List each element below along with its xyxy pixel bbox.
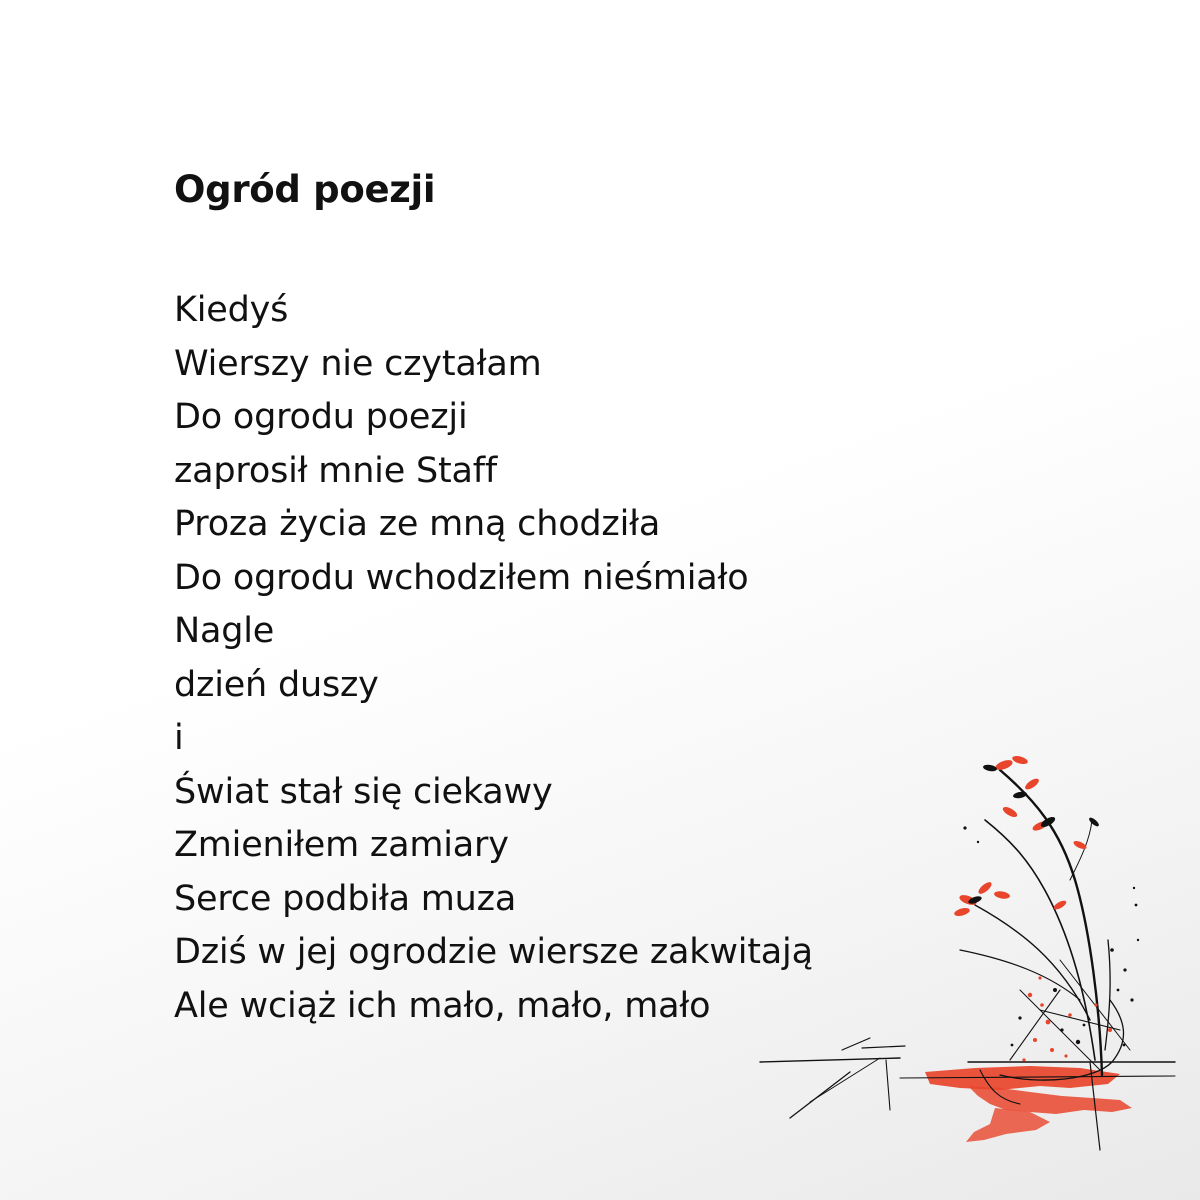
- poem-line: dzień duszy: [174, 664, 379, 705]
- poem-line: Świat stał się ciekawy: [174, 771, 553, 812]
- poem-line: Dziś w jej ogrodzie wiersze zakwitają: [174, 932, 813, 972]
- ink-tree-illustration: [750, 740, 1190, 1160]
- horizon-lines: [760, 1038, 1175, 1150]
- poem-line: Ale wciąż ich mało, mało, mało: [174, 985, 711, 1026]
- poem-title: Ogród poezji: [174, 168, 436, 211]
- poem-line: Serce podbiła muza: [174, 878, 517, 919]
- poem-line: Wierszy nie czytałam: [174, 343, 542, 384]
- poem-line: zaprosił mnie Staff: [174, 450, 497, 491]
- red-leaves: [953, 755, 1087, 918]
- poem-line: Do ogrodu wchodziłem nieśmiało: [174, 557, 749, 598]
- poem-line: Do ogrodu poezji: [174, 397, 468, 437]
- poem-line: Kiedyś: [174, 290, 289, 330]
- ink-splatter: [963, 826, 1139, 1061]
- poem-line: Zmieniłem zamiary: [174, 825, 509, 865]
- poem-line: Proza życia ze mną chodziła: [174, 504, 661, 544]
- poem-line: Nagle: [174, 611, 275, 651]
- poem-line: i: [174, 718, 184, 758]
